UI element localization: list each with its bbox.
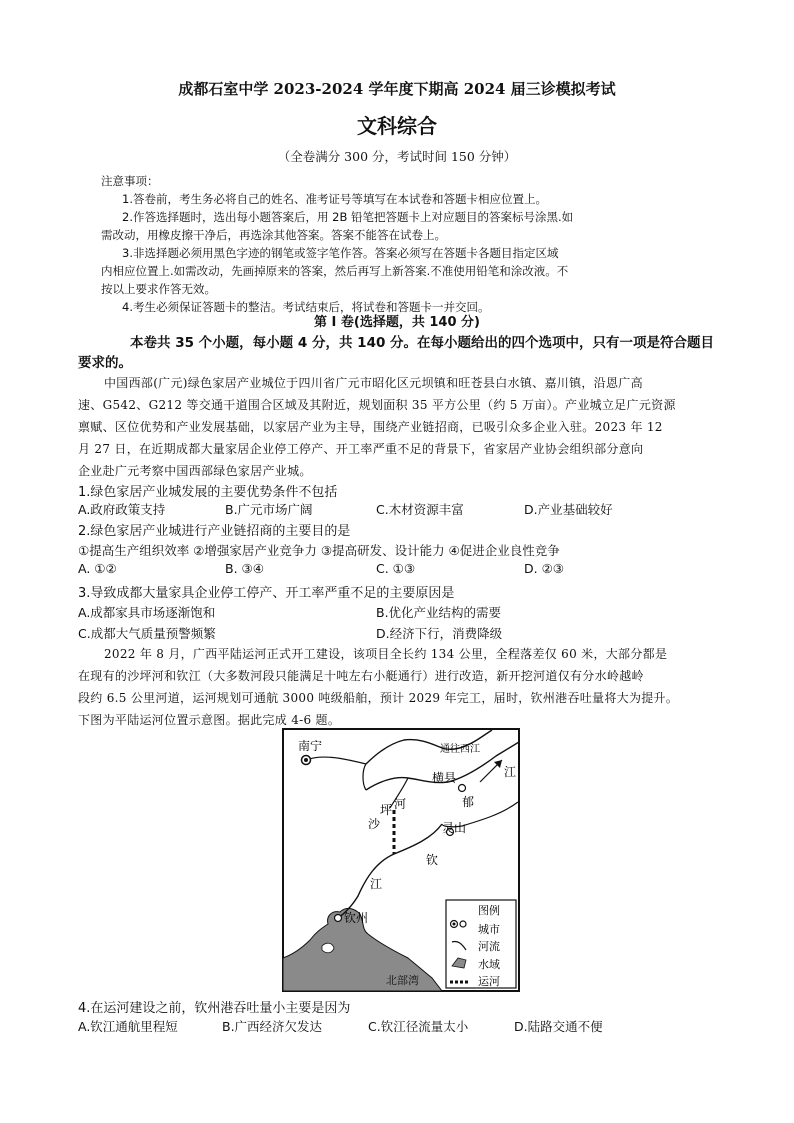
label-yu: 郁	[462, 795, 475, 809]
hengxian-marker	[459, 785, 466, 792]
passage-line: 速、G542、G212 等交通干道围合区域及其附近，规划面积 35 平方公里（约 5 万亩）。产业城立足广元资源	[78, 398, 676, 412]
notice-line: 4.考生必须保证答题卡的整洁。考试结束后，将试卷和答题卡一并交回。	[122, 300, 490, 314]
passage-line: 2022 年 8 月，广西平陆运河正式开工建设，该项目全长约 134 公里，全程落差仅 60 米，大部分都是	[104, 647, 668, 661]
passage-line: 月 27 日，在近期成都大量家居企业停工停产、开工率严重不足的背景下，省家居产业协会组织部分意向	[78, 442, 644, 456]
label-he: 河	[394, 797, 407, 811]
option-d[interactable]: D.经济下行，消费降级	[376, 626, 503, 641]
section-intro: 本卷共 35 个小题，每小题 4 分，共 140 分。在每小题给出的四个选项中，只有一项是符合题目	[130, 335, 715, 351]
label-qinzhou: 钦州	[344, 911, 369, 925]
option-b[interactable]: B. ③④	[225, 561, 264, 576]
notice-line: 按以上要求作答无效。	[101, 282, 216, 296]
legend-item-city: 城市	[478, 923, 500, 936]
passage-line: 在现有的沙坪河和钦江（大多数河段只能满足十吨左右小艇通行）进行改造，新开挖河道仅有分水岭越岭	[78, 669, 644, 683]
notice-heading: 注意事项：	[101, 174, 159, 188]
full-score-note: （全卷满分 300 分，考试时间 150 分钟）	[277, 149, 517, 164]
passage-line: 下图为平陆运河位置示意图。据此完成 4-6 题。	[78, 713, 341, 727]
exam-title: 成都石室中学 2023-2024 学年度下期高 2024 届三诊模拟考试	[178, 80, 616, 98]
option-c[interactable]: C. ①③	[376, 561, 416, 576]
option-c[interactable]: C.成都大气质量预警频繁	[78, 626, 216, 641]
notice-line: 内相应位置上.如需改动，先画掉原来的答案，然后再写上新答案.不准使用铅笔和涂改液。不	[101, 264, 569, 278]
option-a[interactable]: A.钦江通航里程短	[78, 1019, 178, 1034]
option-a[interactable]: A. ①②	[78, 561, 117, 576]
legend-item-canal: 运河	[478, 975, 500, 988]
question-choices: ①提高生产组织效率 ②增强家居产业竞争力 ③提高研发、设计能力 ④促进企业良性竞争	[78, 543, 560, 558]
label-hengxian: 横县	[432, 771, 457, 785]
question-stem: 4.在运河建设之前，钦州港吞吐量小主要是因为	[78, 1001, 351, 1016]
label-lingshan: 灵山	[442, 821, 467, 835]
question-stem: 1.绿色家居产业城发展的主要优势条件不包括	[78, 485, 338, 500]
qinzhou-marker	[335, 915, 342, 922]
option-a[interactable]: A.政府政策支持	[78, 502, 166, 517]
island	[322, 943, 334, 953]
section-title: 第 I 卷(选择题，共 140 分)	[314, 315, 480, 330]
option-d[interactable]: D. ②③	[524, 561, 564, 576]
section-intro: 要求的。	[78, 355, 132, 371]
legend-city-icon-b	[460, 921, 466, 927]
option-c[interactable]: C.钦江径流量太小	[368, 1019, 469, 1034]
label-jiang-right: 江	[504, 765, 517, 779]
passage-line: 禀赋、区位优势和产业发展基础，以家居产业为主导，围绕产业链招商，已吸引众多企业入驻。2023 年 12	[78, 420, 663, 434]
canal-location-map	[282, 728, 520, 992]
notice-line: 2.作答选择题时，选出每小题答案后，用 2B 铅笔把答题卡上对应题目的答案标号涂黑.如	[122, 210, 574, 224]
option-a[interactable]: A.成都家具市场逐渐饱和	[78, 605, 216, 620]
label-beibu-gulf: 北部湾	[386, 974, 419, 987]
passage-line: 段约 6.5 公里河道，运河规划可通航 3000 吨级船舶，预计 2029 年完工，届时，钦州港吞吐量将大为提升。	[78, 691, 679, 705]
option-c[interactable]: C.木材资源丰富	[376, 502, 464, 517]
passage-line: 中国西部(广元)绿色家居产业城位于四川省广元市昭化区元坝镇和旺苍县白水镇、嘉川镇，沿恩广高	[104, 376, 643, 390]
legend-item-river: 河流	[478, 940, 500, 953]
option-b[interactable]: B.优化产业结构的需要	[376, 605, 502, 620]
label-ping: 坪	[380, 803, 393, 817]
notice-line: 3.非选择题必须用黑色字迹的钢笔或签字笔作答。答案必须写在答题卡各题目指定区域	[122, 246, 559, 260]
nanning-marker-dot	[304, 758, 308, 762]
label-nanning: 南宁	[298, 739, 323, 753]
passage-line: 企业赴广元考察中国西部绿色家居产业城。	[78, 464, 312, 478]
notice-line: 需改动，用橡皮擦干净后，再选涂其他答案。答案不能答在试卷上。	[101, 228, 446, 242]
label-jiang-mid: 江	[370, 877, 383, 891]
legend-item-water: 水域	[478, 958, 500, 971]
option-b[interactable]: B.广西经济欠发达	[222, 1019, 323, 1034]
option-b[interactable]: B.广元市场广阔	[225, 502, 313, 517]
label-sha: 沙	[368, 817, 381, 831]
label-qin: 钦	[426, 853, 439, 867]
option-d[interactable]: D.产业基础较好	[524, 502, 613, 517]
question-stem: 2.绿色家居产业城进行产业链招商的主要目的是	[78, 524, 351, 539]
label-to-xijiang: 通往西江	[440, 744, 480, 755]
legend-title: 图例	[478, 904, 500, 917]
question-stem: 3.导致成都大量家具企业停工停产、开工率严重不足的主要原因是	[78, 586, 455, 601]
subject-title: 文科综合	[357, 114, 437, 138]
option-d[interactable]: D.陆路交通不便	[514, 1019, 603, 1034]
notice-line: 1.答卷前，考生务必将自己的姓名、准考证号等填写在本试卷和答题卡相应位置上。	[122, 192, 547, 206]
